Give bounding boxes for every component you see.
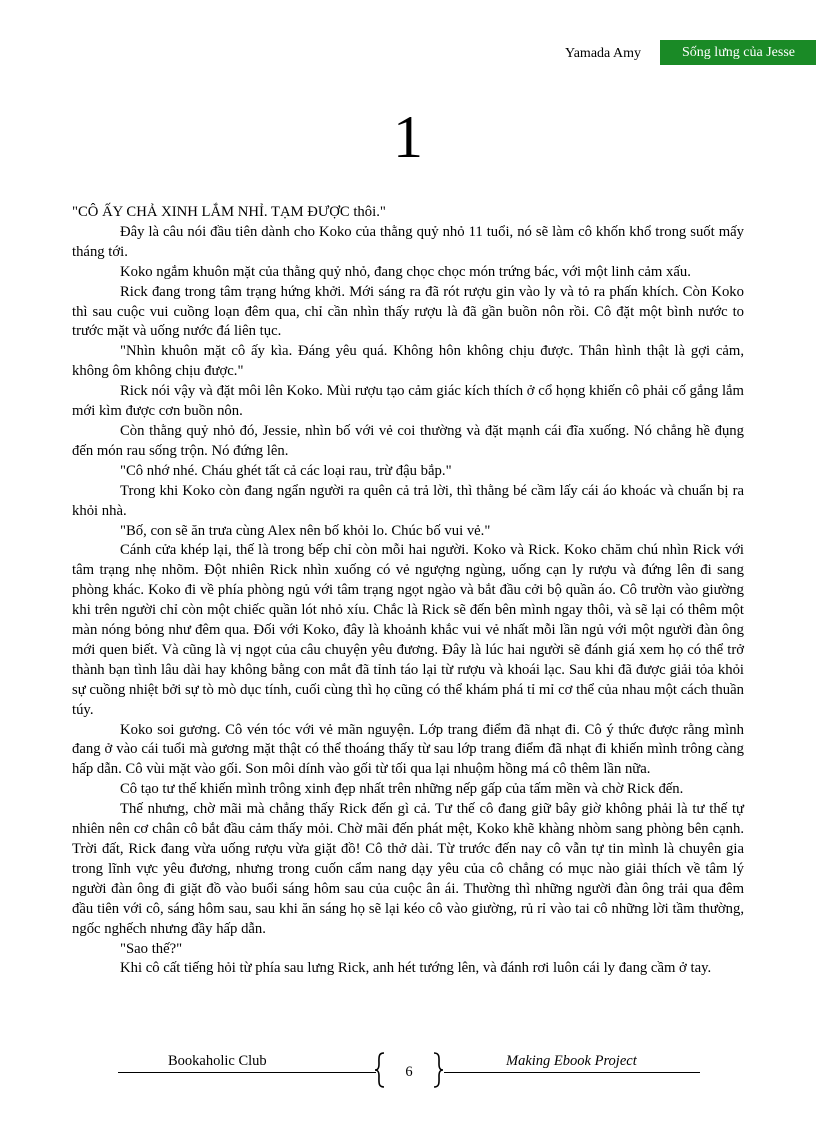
right-brace-icon — [432, 1052, 444, 1088]
paragraph: Koko ngắm khuôn mặt của thằng quỷ nhỏ, đang chọc chọc món trứng bác, với một linh cảm xấu. — [120, 263, 691, 280]
paragraph: Koko soi gương. Cô vén tóc với vẻ mãn nguyện. Lớp trang điểm đã nhạt đi. Cô ý thức được rằng mình đang ở vào cái tuổi mà gương mặt thật có thể thoáng thấy từ sau lớp trang điểm đã nhạt đi khiến mình trông càng hấp dẫn. Cô vùi mặt vào gối. Son môi dính vào gối từ tối qua lại nhuộm hồng má cô thêm lần nữa. — [72, 721, 744, 778]
paragraph: Trong khi Koko còn đang ngẩn người ra quên cả trả lời, thì thằng bé cầm lấy cái áo khoác và chuẩn bị ra khỏi nhà. — [72, 482, 744, 519]
footer-rule-right — [444, 1072, 700, 1073]
paragraph: Khi cô cất tiếng hỏi từ phía sau lưng Rick, anh hét tướng lên, và đánh rơi luôn cái ly đang cầm ở tay. — [120, 960, 712, 977]
paragraph: Cánh cửa khép lại, thế là trong bếp chỉ còn mỗi hai người. Koko và Rick. Koko chăm chú nhìn Rick với tâm trạng nhẹ nhõm. Đột nhiên Rick nhìn xuống có vẻ ngượng ngùng, uống cạn ly rượu và đứng lên đi sang phòng khác. Koko đi về phía phòng ngủ với tâm trạng ngọt ngào và bắt đầu cởi bộ quần áo. Cô trườn vào giường khi trên người chỉ còn một chiếc quần lót nhỏ xíu. Chắc là Rick sẽ đến bên mình ngay thôi, và sẽ lại có thêm một màn nóng bỏng như đêm qua. Đối với Koko, đây là khoảnh khắc vui vẻ nhất mỗi lần ngủ với một người đàn ông mới quen biết. Và cũng là vị ngọt của câu chuyện yêu đương. Đây là lúc hai người sẽ đánh giá xem họ có thể trở thành bạn tình lâu dài hay không bằng con mắt đã tỉnh táo lại từ rượu và khoái lạc. Sau khi đã được giải tỏa khỏi sự cuồng nhiệt bởi sự tò mò dục tính, cuối cùng thì họ cũng có thể khám phá tỉ mỉ cơ thể của nhau một cách thuần túy. — [72, 542, 744, 718]
page-footer — [118, 1046, 700, 1094]
footer-rule-left — [118, 1072, 376, 1073]
footer-club-name: Bookaholic Club — [168, 1053, 267, 1069]
paragraph: "Nhìn khuôn mặt cô ấy kìa. Đáng yêu quá. Không hôn không chịu được. Thân hình thật là gợi cảm, không ôm không chịu được." — [72, 343, 744, 380]
header-title-badge: Sống lưng của Jesse — [660, 40, 816, 65]
page-number: 6 — [405, 1064, 413, 1080]
header-author: Yamada Amy — [565, 46, 641, 61]
paragraph: Cô tạo tư thế khiến mình trông xinh đẹp nhất trên những nếp gấp của tấm mền và chờ Rick đến. — [120, 781, 684, 798]
paragraph: Thế nhưng, chờ mãi mà chẳng thấy Rick đến gì cả. Tư thế cô đang giữ bây giờ không phải là tư thế tự nhiên nên cơ chân cô bắt đầu cảm thấy mỏi. Chờ mãi đến phát mệt, Koko khẽ khàng nhòm sang phòng bên cạnh. Trời đất, Rick đang vừa uống rượu vừa giặt đồ! Cô thở dài. Từ trước đến nay cô vẫn tự tin mình là chuyên gia trong lĩnh vực yêu đương, nhưng trong cuốn cẩm nang dạy yêu của cô chẳng có mục nào giải thích về tâm lý người đàn ông đi giặt đồ vào buổi sáng hôm sau của cuộc ân ái. Thường thì những người đàn ông trải qua đêm đầu tiên với cô, sáng hôm sau, sau khi ăn sáng họ sẽ lại kéo cô vào giường, rủ rỉ vào tai cô những lời tầm thường, ngốc nghếch nhưng đầy hấp dẫn. — [72, 801, 744, 937]
paragraph: "CÔ ẤY CHẢ XINH LẮM NHỈ. TẠM ĐƯỢC thôi." — [72, 204, 386, 220]
paragraph: Rick nói vậy và đặt môi lên Koko. Mùi rượu tạo cảm giác kích thích ở cổ họng khiến cô phải cố gắng lắm mới kìm được cơn buồn nôn. — [72, 383, 744, 420]
paragraph: "Bố, con sẽ ăn trưa cùng Alex nên bố khỏi lo. Chúc bố vui vẻ." — [120, 522, 491, 539]
paragraph: Đây là câu nói đầu tiên dành cho Koko của thằng quỷ nhỏ 11 tuổi, nó sẽ làm cô khốn khổ trong suốt mấy tháng tới. — [72, 223, 744, 260]
paragraph: "Sao thế?" — [120, 940, 183, 957]
paragraph: Rick đang trong tâm trạng hứng khởi. Mới sáng ra đã rót rượu gin vào ly và tỏ ra phấn khích. Còn Koko thì sau cuộc vui cuồng loạn đêm qua, chỉ cần nhìn thấy rượu là đã gần buồn nôn rồi. Cô đặt một bình nước to trước mặt và uống nước đá liên tục. — [72, 283, 744, 340]
left-brace-icon — [374, 1052, 386, 1088]
paragraph: Còn thằng quỷ nhỏ đó, Jessie, nhìn bố với vẻ coi thường và đặt mạnh cái đĩa xuống. Nó chẳng hề đụng đến món rau sống trộn. Nó đứng lên. — [72, 422, 744, 459]
footer-project-name: Making Ebook Project — [506, 1053, 637, 1069]
chapter-number: 1 — [393, 104, 423, 170]
paragraph: "Cô nhớ nhé. Cháu ghét tất cả các loại rau, trừ đậu bắp." — [120, 462, 452, 479]
chapter-body — [72, 203, 744, 979]
